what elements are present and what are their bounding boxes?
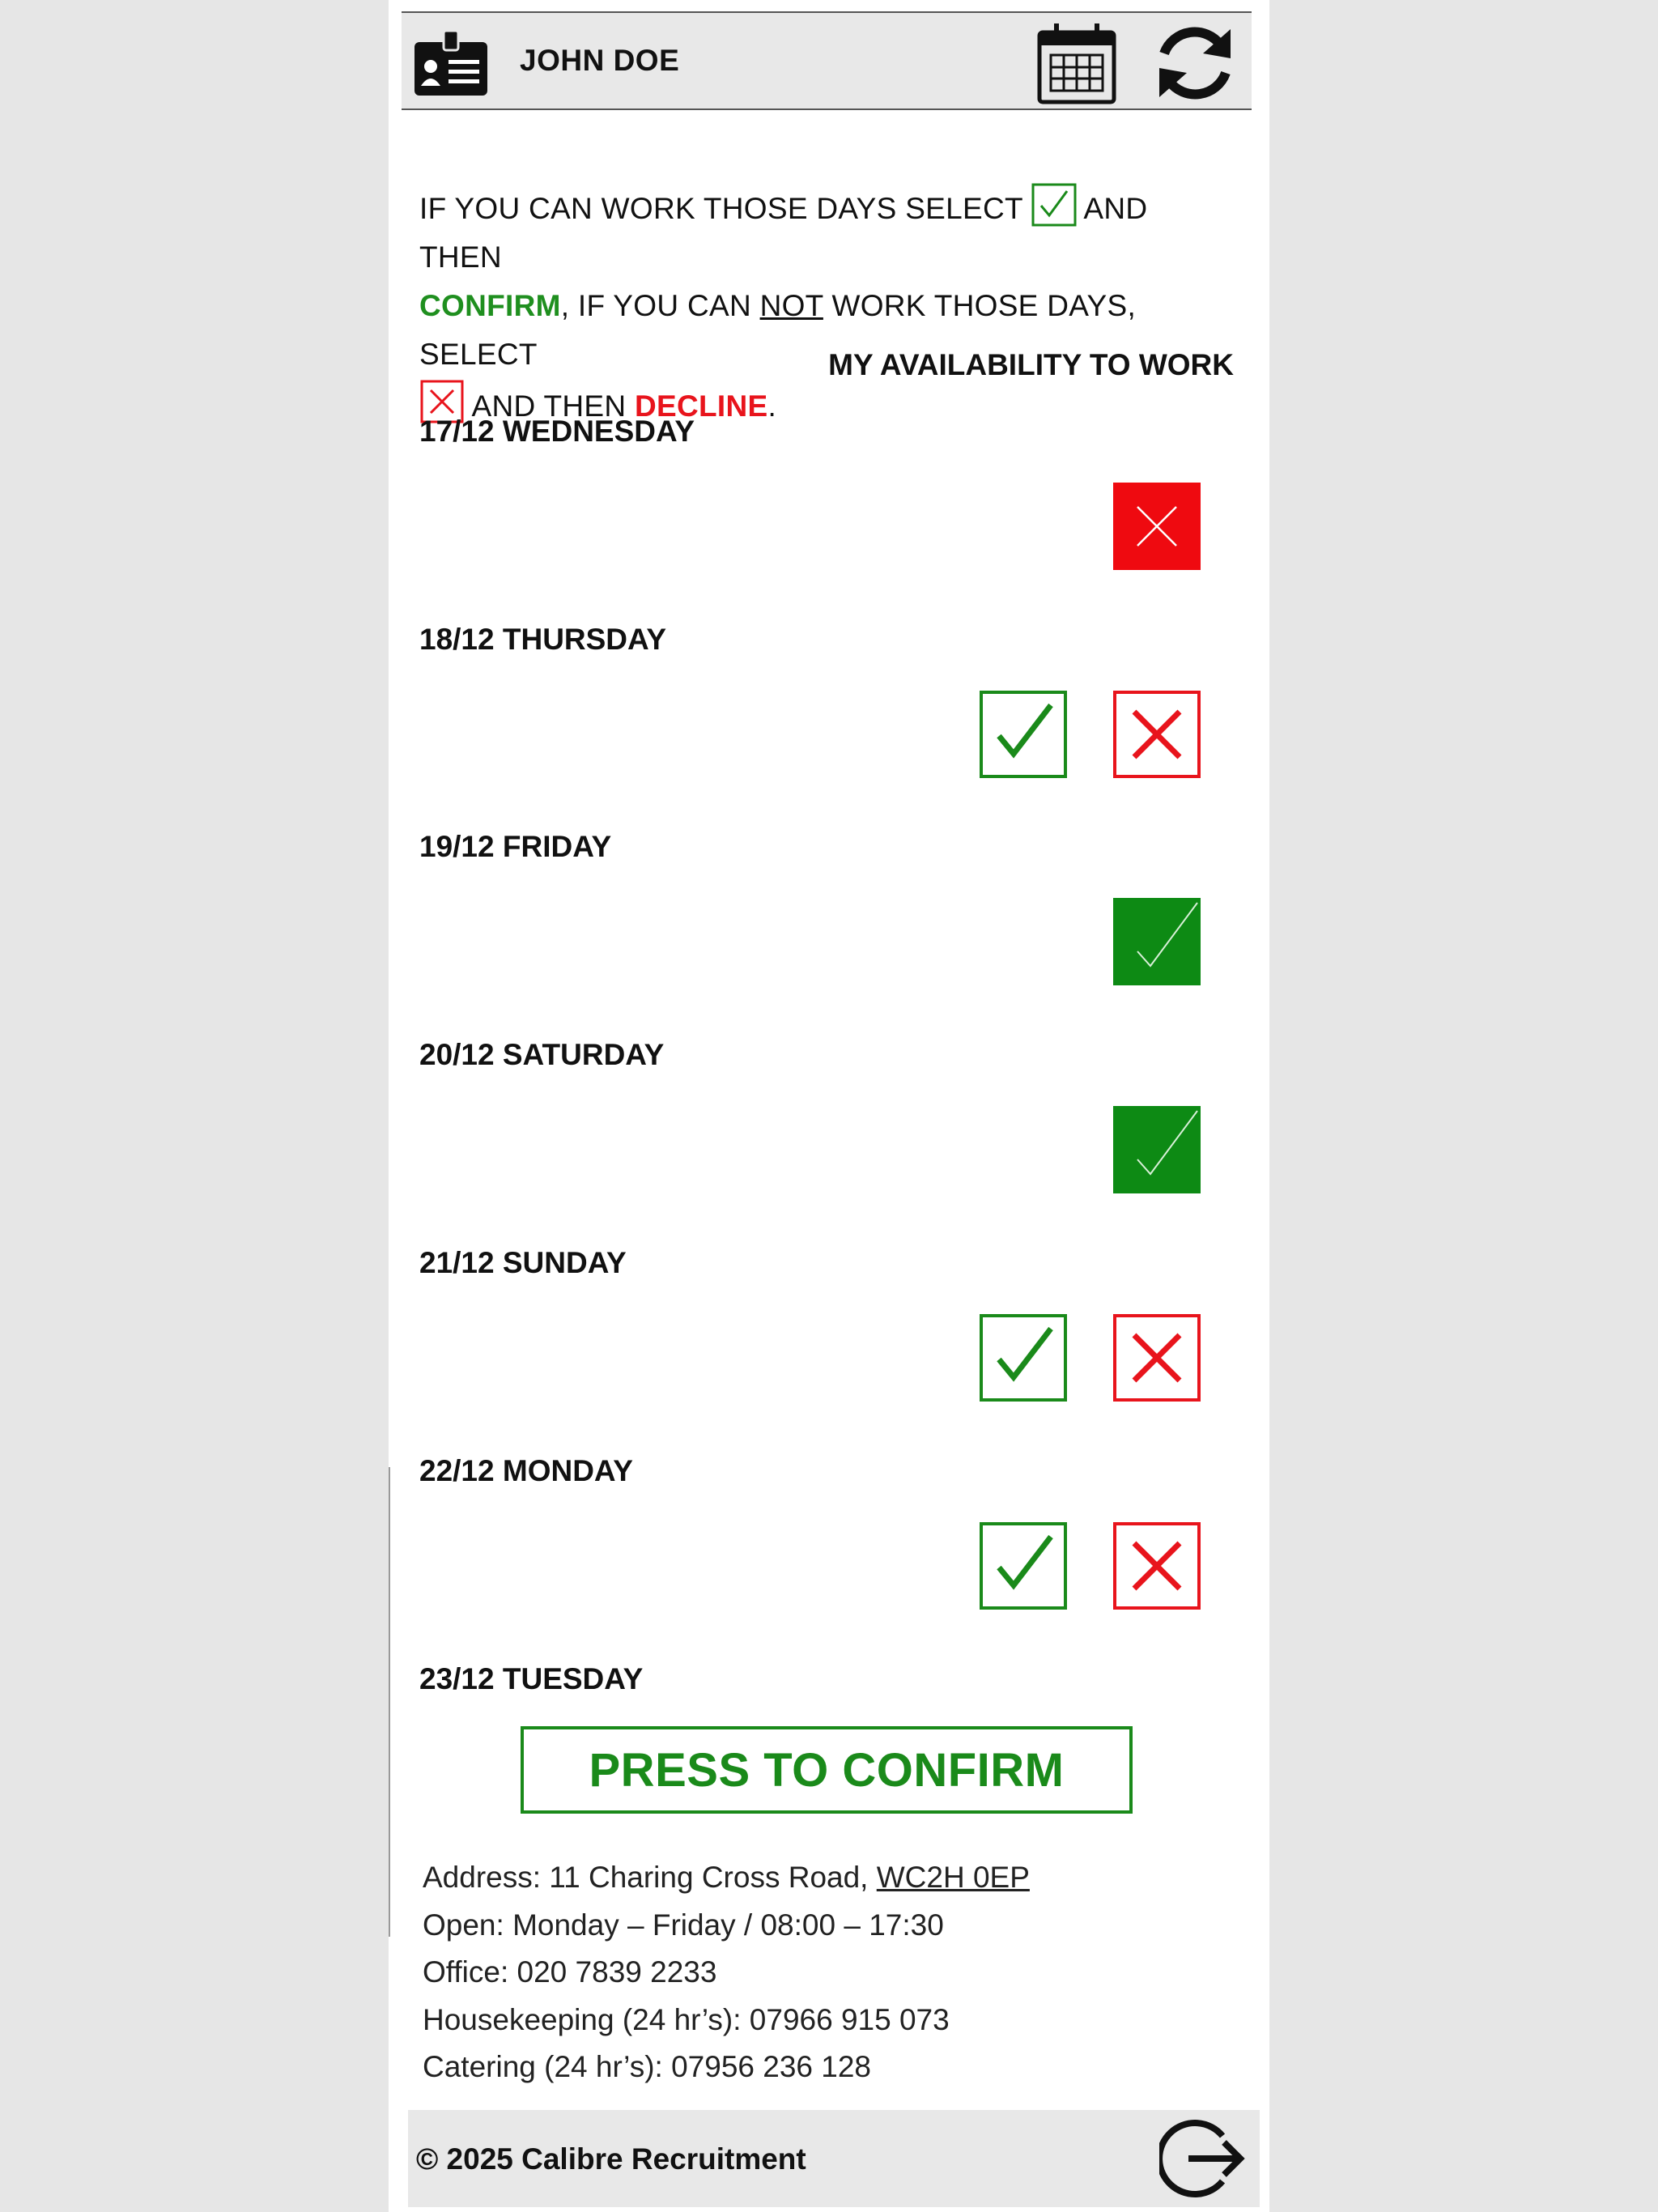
accept-button[interactable]: [980, 1522, 1067, 1610]
id-badge-icon: [413, 29, 489, 97]
contact-info: [423, 1854, 1030, 2091]
availability-title: MY AVAILABILITY TO WORK: [828, 348, 1234, 381]
address-line: [423, 1854, 1030, 1902]
accept-selected-button[interactable]: [1113, 1106, 1201, 1193]
day-label: 17/12 WEDNESDAY: [419, 415, 695, 448]
confirm-word: CONFIRM: [419, 289, 561, 322]
cross-icon: [1116, 1525, 1197, 1606]
copyright-text: © 2025 Calibre Recruitment: [416, 2142, 806, 2176]
accept-button[interactable]: [980, 691, 1067, 778]
check-icon: [983, 1317, 1064, 1398]
day-label: 18/12 THURSDAY: [419, 623, 667, 656]
refresh-icon[interactable]: [1153, 21, 1237, 105]
accept-button[interactable]: [980, 1314, 1067, 1402]
cross-icon: [1116, 1317, 1197, 1398]
day-row: [419, 623, 1229, 785]
day-label: 23/12 TUESDAY: [419, 1662, 644, 1695]
footer-bar: [408, 2110, 1260, 2207]
check-icon: [1113, 898, 1201, 985]
instruction-text: AND THEN: [465, 389, 635, 423]
day-label: 20/12 SATURDAY: [419, 1038, 665, 1071]
press-to-confirm-button[interactable]: PRESS TO CONFIRM: [521, 1726, 1133, 1814]
cross-icon: [1113, 483, 1201, 570]
decline-button[interactable]: [1113, 1522, 1201, 1610]
check-icon: [983, 694, 1064, 775]
day-label: 19/12 FRIDAY: [419, 830, 612, 863]
decline-word: DECLINE: [634, 389, 768, 423]
cross-icon: [1116, 694, 1197, 775]
instruction-text: .: [767, 389, 777, 423]
accept-selected-button[interactable]: [1113, 898, 1201, 985]
housekeeping-phone: Housekeeping (24 hr’s): 07966 915 073: [423, 2002, 950, 2036]
postcode-link[interactable]: WC2H 0EP: [876, 1861, 1030, 1894]
office-phone: Office: 020 7839 2233: [423, 1955, 717, 1989]
not-word: NOT: [759, 289, 823, 322]
day-row: [419, 1454, 1229, 1616]
calendar-icon[interactable]: [1036, 21, 1117, 105]
decline-button[interactable]: [1113, 1314, 1201, 1402]
user-name: JOHN DOE: [520, 44, 680, 77]
day-row: [419, 1038, 1229, 1200]
day-row: [419, 830, 1229, 992]
instruction-text: , IF YOU CAN: [560, 289, 760, 322]
decline-selected-button[interactable]: [1113, 483, 1201, 570]
day-row: [419, 1662, 1229, 1711]
instructions-text: [419, 183, 1237, 431]
catering-phone: Catering (24 hr’s): 07956 236 128: [423, 2050, 872, 2083]
instruction-text: AND THEN: [419, 192, 1148, 274]
checkbox-check-icon: [1031, 183, 1077, 227]
check-icon: [1113, 1106, 1201, 1193]
day-label: 21/12 SUNDAY: [419, 1246, 627, 1279]
instruction-text: WORK THOSE DAYS, SELECT: [419, 289, 1137, 371]
day-label: 22/12 MONDAY: [419, 1454, 633, 1487]
check-icon: [983, 1525, 1064, 1606]
day-row: [419, 415, 1229, 576]
instruction-text: IF YOU CAN WORK THOSE DAYS SELECT: [419, 192, 1023, 225]
day-row: [419, 1246, 1229, 1408]
decline-button[interactable]: [1113, 691, 1201, 778]
address-text: Address: 11 Charing Cross Road,: [423, 1861, 877, 1894]
logout-icon[interactable]: [1159, 2115, 1248, 2202]
opening-hours: Open: Monday – Friday / 08:00 – 17:30: [423, 1908, 944, 1942]
header-bar: [402, 11, 1252, 110]
